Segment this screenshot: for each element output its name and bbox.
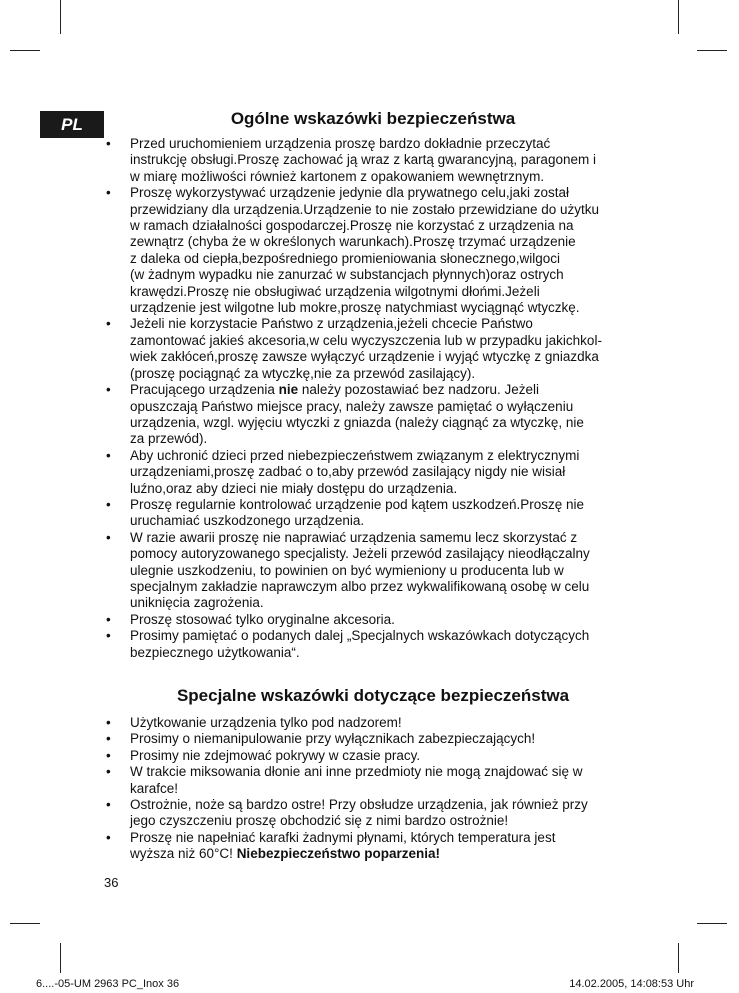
item-line: luźno,oraz aby dzieci nie miały dostępu do urządzenia. — [130, 480, 458, 496]
item-line: przewidziany dla urządzenia.Urządzenie to nie zostało przewidziane do użytku — [130, 201, 600, 217]
item-line: • Prosimy o niemanipulowanie przy wyłącznikach zabezpieczających! — [130, 731, 536, 747]
item-line: specjalnym zakładzie naprawczym albo przez wykwalifikowaną osobę w celu — [130, 578, 590, 594]
item-line: (proszę pociągnąć za wtyczkę,nie za przewód zasilający). — [130, 365, 476, 381]
item-line: instrukcję obsługi.Proszę zachować ją wraz z kartą gwarancyjną, paragonem i — [130, 152, 596, 168]
item-line: za przewód). — [130, 431, 208, 447]
crop-mark-top-right — [678, 0, 679, 34]
item-line: wiek zakłóceń,proszę zawsze wyłączyć urządzenie i wyjąć wtyczkę z gniazdka — [130, 349, 599, 365]
item-line: w ramach działalności gospodarczej.Proszę nie korzystać z urządzenia na — [130, 218, 574, 234]
crop-mark-bottom-left — [60, 943, 61, 973]
item-line: bezpiecznego użytkowania“. — [130, 644, 300, 660]
footer-timestamp: 14.02.2005, 14:08:53 Uhr — [569, 978, 694, 990]
item-line — [130, 382, 644, 398]
crop-mark-right-top — [697, 50, 727, 51]
item-line: z daleka od ciepła,bezpośredniego promieniowania słonecznego,wilgoci — [130, 250, 561, 266]
list-item — [104, 731, 644, 747]
special-safety-list — [104, 715, 644, 863]
item-line: • Aby uchronić dzieci przed niebezpieczeństwem związanym z elektrycznymi — [130, 447, 580, 463]
item-line — [130, 846, 644, 862]
item-text: wyższa niż 60°C! — [130, 846, 237, 862]
list-item — [104, 797, 644, 830]
item-line: urządzenia, wzgl. wyjęciu wtyczki z gniazda (należy ciągnąć za wtyczkę, nie — [130, 414, 584, 430]
crop-mark-left-bottom — [10, 923, 40, 924]
item-line: krawędzi.Proszę nie obsługiwać urządzenia wilgotnymi dłońmi.Jeżeli — [130, 283, 540, 299]
item-line: uniknięcia zagrożenia. — [130, 595, 264, 611]
item-line: • Proszę nie napełniać karafki żadnymi płynami, których temperatura jest — [130, 829, 556, 845]
crop-mark-left-top — [10, 50, 40, 51]
footer-file-info: 6....-05-UM 2963 PC_Inox 36 — [36, 978, 180, 990]
page-number: 36 — [104, 875, 119, 890]
list-item — [104, 628, 644, 661]
item-line: urządzenie jest wilgotne lub mokre,proszę natychmiast wyciągnąć wtyczkę. — [130, 300, 580, 316]
item-text: Pracującego urządzenia — [130, 382, 279, 398]
item-text: należy pozostawiać bez nadzoru. Jeżeli — [298, 382, 539, 398]
general-safety-list — [104, 136, 644, 661]
item-line: • Proszę regularnie kontrolować urządzenie pod kątem uszkodzeń.Proszę nie — [130, 496, 584, 512]
list-item — [104, 497, 644, 530]
list-item — [104, 382, 644, 448]
list-item — [104, 748, 644, 764]
item-line: w miarę możliwości również kartonem z opakowaniem wewnętrznym. — [130, 168, 545, 184]
item-line: ulegnie uszkodzeniu, to powinien on być wymieniony u producenta lub w — [130, 562, 564, 578]
item-line: • Proszę wykorzystywać urządzenie jedynie dla prywatnego celu,jaki został — [130, 185, 569, 201]
list-item — [104, 185, 644, 316]
item-line: • W trakcie miksowania dłonie ani inne przedmioty nie mogą znajdować się w — [130, 764, 583, 780]
item-line: opuszczają Państwo miejsce pracy, należy zawsze pamiętać o wyłączeniu — [130, 398, 574, 414]
list-item — [104, 612, 644, 628]
item-line: karafce! — [130, 780, 179, 796]
item-line: • Jeżeli nie korzystacie Państwo z urządzenia,jeżeli chcecie Państwo — [130, 316, 533, 332]
section-title-special: Specjalne wskazówki dotyczące bezpieczeństwa — [176, 686, 570, 705]
crop-mark-top-left — [60, 0, 61, 34]
list-item — [104, 715, 644, 731]
burn-warning: Niebezpieczeństwo poparzenia! — [236, 846, 440, 862]
item-line: • W razie awarii proszę nie naprawiać urządzenia samemu lecz skorzystać z — [130, 529, 578, 545]
item-line: • Prosimy nie zdejmować pokrywy w czasie pracy. — [130, 747, 421, 763]
list-item — [104, 448, 644, 497]
item-line: • Przed uruchomieniem urządzenia proszę bardzo dokładnie przeczytać — [130, 136, 551, 151]
item-line: • Użytkowanie urządzenia tylko pod nadzorem! — [130, 715, 402, 730]
emphasis-nie: nie — [278, 382, 299, 398]
item-line: urządzeniami,proszę zadbać o to,aby przewód zasilający nigdy nie wisiał — [130, 464, 566, 480]
item-line: • Ostrożnie, noże są bardzo ostre! Przy obsłudze urządzenia, jak również przy — [130, 797, 588, 813]
section-title-general: Ogólne wskazówki bezpieczeństwa — [230, 109, 516, 128]
list-item — [104, 316, 644, 382]
item-line: jego czyszczeniu proszę obchodzić się z nimi bardzo ostrożnie! — [130, 813, 509, 829]
list-item — [104, 764, 644, 797]
item-line: zamontować jakieś akcesoria,w celu wyczyszczenia lub w przypadku jakichkol- — [130, 332, 602, 348]
list-item — [104, 830, 644, 863]
crop-mark-right-bottom — [697, 923, 727, 924]
item-line: zewnątrz (chyba że w określonych warunkach).Proszę trzymać urządzenie — [130, 234, 576, 250]
list-item — [104, 136, 644, 185]
item-line: • Prosimy pamiętać o podanych dalej „Specjalnych wskazówkach dotyczących — [130, 628, 590, 644]
list-item — [104, 530, 644, 612]
item-line: • Proszę stosować tylko oryginalne akcesoria. — [130, 611, 395, 627]
item-line: uruchamiać uszkodzonego urządzenia. — [130, 513, 365, 529]
language-tab: PL — [40, 111, 104, 138]
item-line: (w żadnym wypadku nie zanurzać w substancjach płynnych)oraz ostrych — [130, 267, 564, 283]
item-line: pomocy autoryzowanego specjalisty. Jeżeli przewód zasilający nieodłączalny — [130, 546, 590, 562]
crop-mark-bottom-right — [678, 943, 679, 973]
